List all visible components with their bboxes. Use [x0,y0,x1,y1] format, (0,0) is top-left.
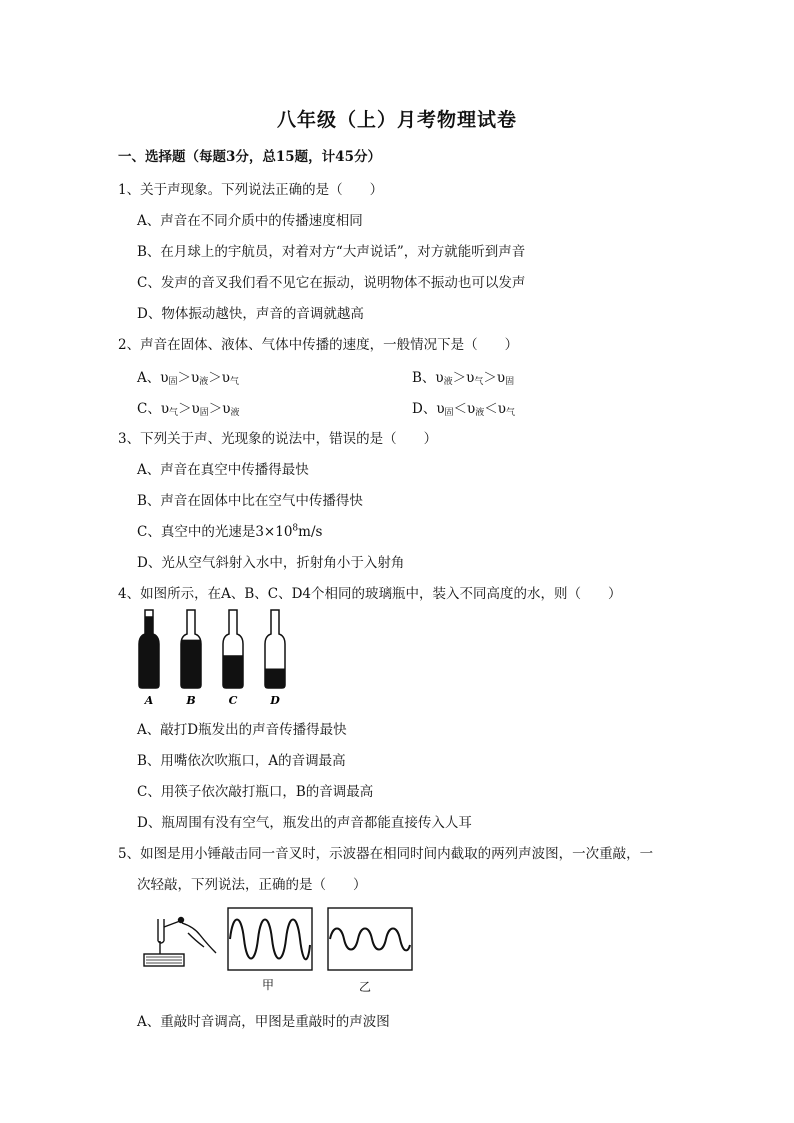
q2-a-pre: A、υ [137,370,169,386]
q5-stem-line2: 次轻敲，下列说法，正确的是（ ） [137,877,367,893]
waveform-svg [138,905,418,995]
q2-option-b [412,366,514,387]
q2-d-sub1: 固 [444,408,454,418]
q4-option-d: D、瓶周围有没有空气，瓶发出的声音都能直接传入人耳 [137,815,472,831]
q3-c-exponent: 8 [292,523,299,534]
q2-a-mid2: ＞υ [208,370,230,386]
bottle-label-d: D [270,694,280,707]
q2-stem: 2、声音在固体、液体、气体中传播的速度，一般情况下是（ ） [118,337,519,353]
q4-stem: 4、如图所示，在A、B、C、D4个相同的玻璃瓶中，装入不同高度的水，则（ ） [118,586,622,602]
q2-a-sub3: 气 [229,377,239,387]
q2-c-sub2: 固 [199,408,209,418]
q2-option-c [137,397,240,418]
q2-d-mid1: ＜υ [453,401,476,417]
bottles-figure [135,608,305,708]
q2-c-sub1: 气 [169,408,179,418]
q3-option-d: D、光从空气斜射入水中，折射角小于入射角 [137,555,405,571]
q2-b-pre: B、υ [412,370,444,386]
tuning-fork-icon [144,918,216,967]
q2-c-mid1: ＞υ [178,401,200,417]
q2-option-a [137,366,239,387]
q2-b-sub3: 固 [505,377,515,387]
q3-option-b: B、声音在固体中比在空气中传播得快 [137,493,363,509]
q2-d-mid2: ＜υ [484,401,506,417]
q4-option-b: B、用嘴依次吹瓶口，A的音调最高 [137,753,346,769]
q2-b-sub1: 液 [443,377,453,387]
q2-c-sub3: 液 [230,408,240,418]
waveform-figure [138,905,418,995]
q5-option-a: A、重敲时音调高，甲图是重敲时的声波图 [137,1014,390,1030]
q1-option-c: C、发声的音叉我们看不见它在振动，说明物体不振动也可以发声 [137,275,526,291]
bottle-b [179,610,203,707]
bottle-label-c: C [228,694,238,707]
q2-d-sub3: 气 [506,408,516,418]
q5-stem-line1: 5、如图是用小锤敲击同一音叉时，示波器在相同时间内截取的两列声波图，一次重敲，一 [118,846,654,862]
bottle-d [263,610,287,707]
q2-a-sub2: 液 [199,377,209,387]
bottle-c [221,610,245,707]
q4-option-c: C、用筷子依次敲打瓶口，B的音调最高 [137,784,374,800]
bottle-label-a: A [144,694,154,707]
q1-option-b: B、在月球上的宇航员，对着对方“大声说话”，对方就能听到声音 [137,244,526,260]
q2-a-sub1: 固 [168,377,178,387]
q2-c-mid2: ＞υ [208,401,231,417]
q1-stem: 1、关于声现象。下列说法正确的是（ ） [118,182,384,198]
bottle-label-b: B [186,694,196,707]
label-yi: 乙 [359,980,372,994]
label-jia: 甲 [262,978,275,992]
page-title: 八年级（上）月考物理试卷 [276,109,517,131]
q3-stem: 3、下列关于声、光现象的说法中，错误的是（ ） [118,431,438,447]
q4-option-a: A、敲打D瓶发出的声音传播得最快 [137,722,347,738]
q2-d-pre: D、υ [412,401,445,417]
bottles-svg [135,608,305,708]
q2-b-mid1: ＞υ [452,370,475,386]
q2-b-sub2: 气 [474,377,484,387]
q3-option-c [137,520,322,540]
water-fill-d [263,669,287,691]
q1-option-a: A、声音在不同介质中的传播速度相同 [137,213,363,229]
q3-c-post: m/s [298,524,323,540]
q2-b-mid2: ＞υ [483,370,506,386]
section-heading: 一、选择题（每题3分，总15题，计45分） [118,149,381,165]
q2-a-mid1: ＞υ [177,370,200,386]
q2-option-d [412,397,515,418]
q3-c-pre: C、真空中的光速是3×10 [137,524,293,540]
bottle-a [137,610,161,707]
water-fill-c [221,655,245,690]
q2-d-sub2: 液 [475,408,485,418]
water-fill-b [179,640,203,690]
q1-option-d: D、物体振动越快，声音的音调就越高 [137,306,364,322]
q2-c-pre: C、υ [137,401,170,417]
water-fill-a [137,616,161,690]
q3-option-a: A、声音在真空中传播得最快 [137,462,309,478]
